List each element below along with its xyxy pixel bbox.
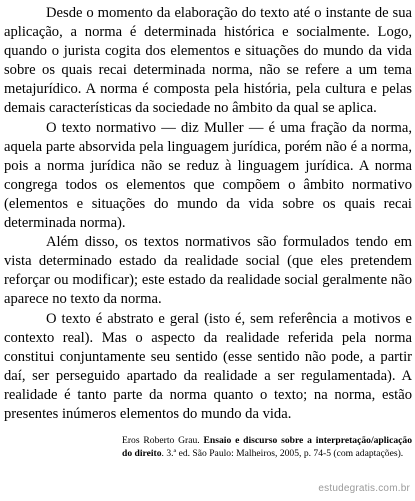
citation-work-title: Ensaio e discurso sobre a interpretação/aplicação do direito <box>122 435 412 459</box>
paragraph-3: Além disso, os textos normativos são formulados tendo em vista determinado estado da realidade social (que eles pretendem reforçar ou modificar); este estado da realidade social geralmente não aparece no texto da norma. <box>4 234 412 308</box>
citation-author: Eros Roberto Grau. <box>122 435 200 446</box>
paragraph-1: Desde o momento da elaboração do texto até o instante de sua aplicação, a norma é determinada histórica e socialmente. Logo, quando o jurista cogita dos elementos e situações do mundo da vida sobre os quais recai determinada norma, não se refere a um tema metajurídico. A norma é composta pela história, pela cultura e pelas demais características da sociedade no âmbito da qual se aplica. <box>4 5 412 117</box>
citation-details: . 3.ª ed. São Paulo: Malheiros, 2005, p. 74-5 (com adaptações). <box>161 447 404 459</box>
article-body <box>4 4 412 424</box>
source-citation <box>122 435 412 460</box>
paragraph-2: O texto normativo — diz Muller — é uma fração da norma, aquela parte absorvida pela linguagem jurídica, porém não é a norma, pois a norma jurídica não se reduz à linguagem jurídica. A norma congrega todos os elementos que compõem o âmbito normativo (elementos e situações do mundo da vida sobre os quais recai determinada norma). <box>4 119 412 232</box>
paragraph-4: O texto é abstrato e geral (isto é, sem referência a motivos e contexto real). Mas o aspecto da realidade referida pela norma constitui conjuntamente seu sentido (esse sentido não pode, a partir daí, ser perseguido apartado da realidade a ser regulamentada). A realidade é tanto parte da norma quanto o texto; na norma, estão presentes inúmeros elementos do mundo da vida. <box>4 310 412 422</box>
site-watermark: estudegratis.com.br <box>318 483 410 494</box>
